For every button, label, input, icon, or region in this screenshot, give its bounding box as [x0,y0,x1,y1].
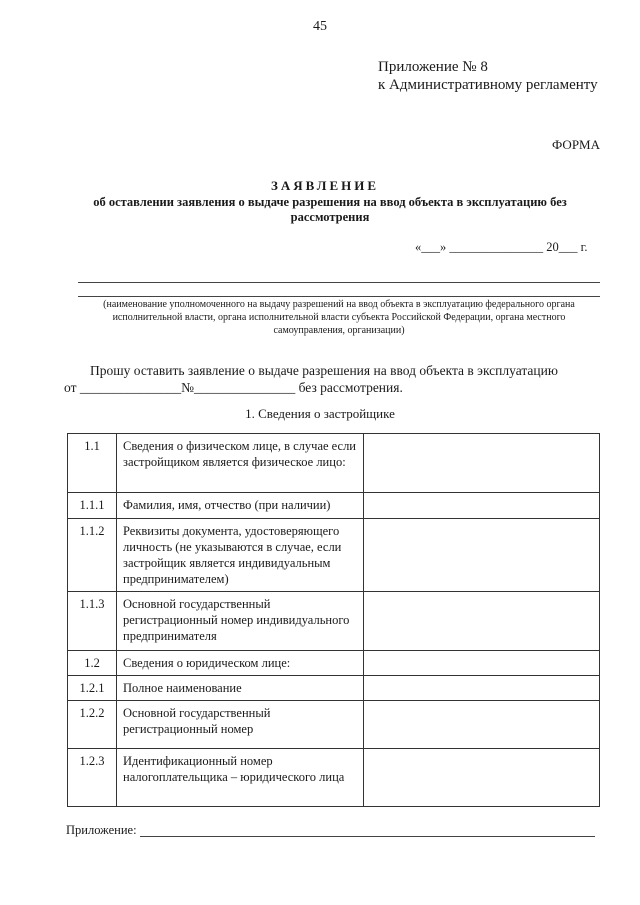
page-number: 45 [313,19,327,34]
request-line-1: Прошу оставить заявление о выдаче разрешения на ввод объекта в эксплуатацию [90,363,558,378]
authority-caption: (наименование уполномоченного на выдачу разрешений на ввод объекта в эксплуатацию федерального органа исполнительной власти, органа исполнительной власти субъекта Российской Федерации, органа местного самоуправления, организации) [103,299,575,336]
row-value-cell[interactable] [364,434,600,493]
row-number: 1.2.2 [68,701,117,749]
authority-fill-line[interactable] [78,282,600,283]
authority-underline [78,296,600,297]
table-row [68,592,600,651]
row-label: Реквизиты документа, удостоверяющего личность (не указываются в случае, если застройщик является индивидуальным предпринимателем) [117,519,364,592]
request-line-2[interactable]: от _______________№_______________ без рассмотрения. [64,380,403,395]
request-text [64,362,600,396]
row-value-cell[interactable] [364,519,600,592]
row-label: Идентификационный номер налогоплательщика – юридического лица [117,749,364,807]
row-label: Основной государственный регистрационный номер [117,701,364,749]
table-row [68,651,600,676]
table-row [68,519,600,592]
row-label: Основной государственный регистрационный номер индивидуального предпринимателя [117,592,364,651]
row-value-cell[interactable] [364,676,600,701]
row-value-cell[interactable] [364,493,600,519]
date-field[interactable]: «___» _______________ 20___ г. [415,240,588,254]
row-label: Сведения о юридическом лице: [117,651,364,676]
row-number: 1.1.2 [68,519,117,592]
row-label: Полное наименование [117,676,364,701]
table-row [68,701,600,749]
table-row [68,493,600,519]
document-subtitle: об оставлении заявления о выдаче разрешения на ввод объекта в эксплуатацию без рассмотрения [93,195,567,224]
row-number: 1.1.1 [68,493,117,519]
appendix-reference: к Административному регламенту [378,77,598,93]
row-number: 1.2 [68,651,117,676]
form-label: ФОРМА [552,137,600,152]
row-value-cell[interactable] [364,701,600,749]
attachment-label: Приложение: [66,823,137,837]
row-number: 1.1.3 [68,592,117,651]
table-row [68,749,600,807]
table-row [68,676,600,701]
row-label: Фамилия, имя, отчество (при наличии) [117,493,364,519]
attachment-fill-line[interactable] [140,836,595,837]
row-value-cell[interactable] [364,651,600,676]
document-title: ЗАЯВЛЕНИЕ [270,178,380,193]
row-number: 1.2.1 [68,676,117,701]
developer-info-table [67,433,600,807]
row-value-cell[interactable] [364,592,600,651]
row-number: 1.2.3 [68,749,117,807]
row-value-cell[interactable] [364,749,600,807]
row-label: Сведения о физическом лице, в случае если застройщиком является физическое лицо: [117,434,364,493]
table-row [68,434,600,493]
appendix-number: Приложение № 8 [378,59,488,75]
appendix-header [378,58,598,94]
section-title: 1. Сведения о застройщике [245,406,395,421]
row-number: 1.1 [68,434,117,493]
